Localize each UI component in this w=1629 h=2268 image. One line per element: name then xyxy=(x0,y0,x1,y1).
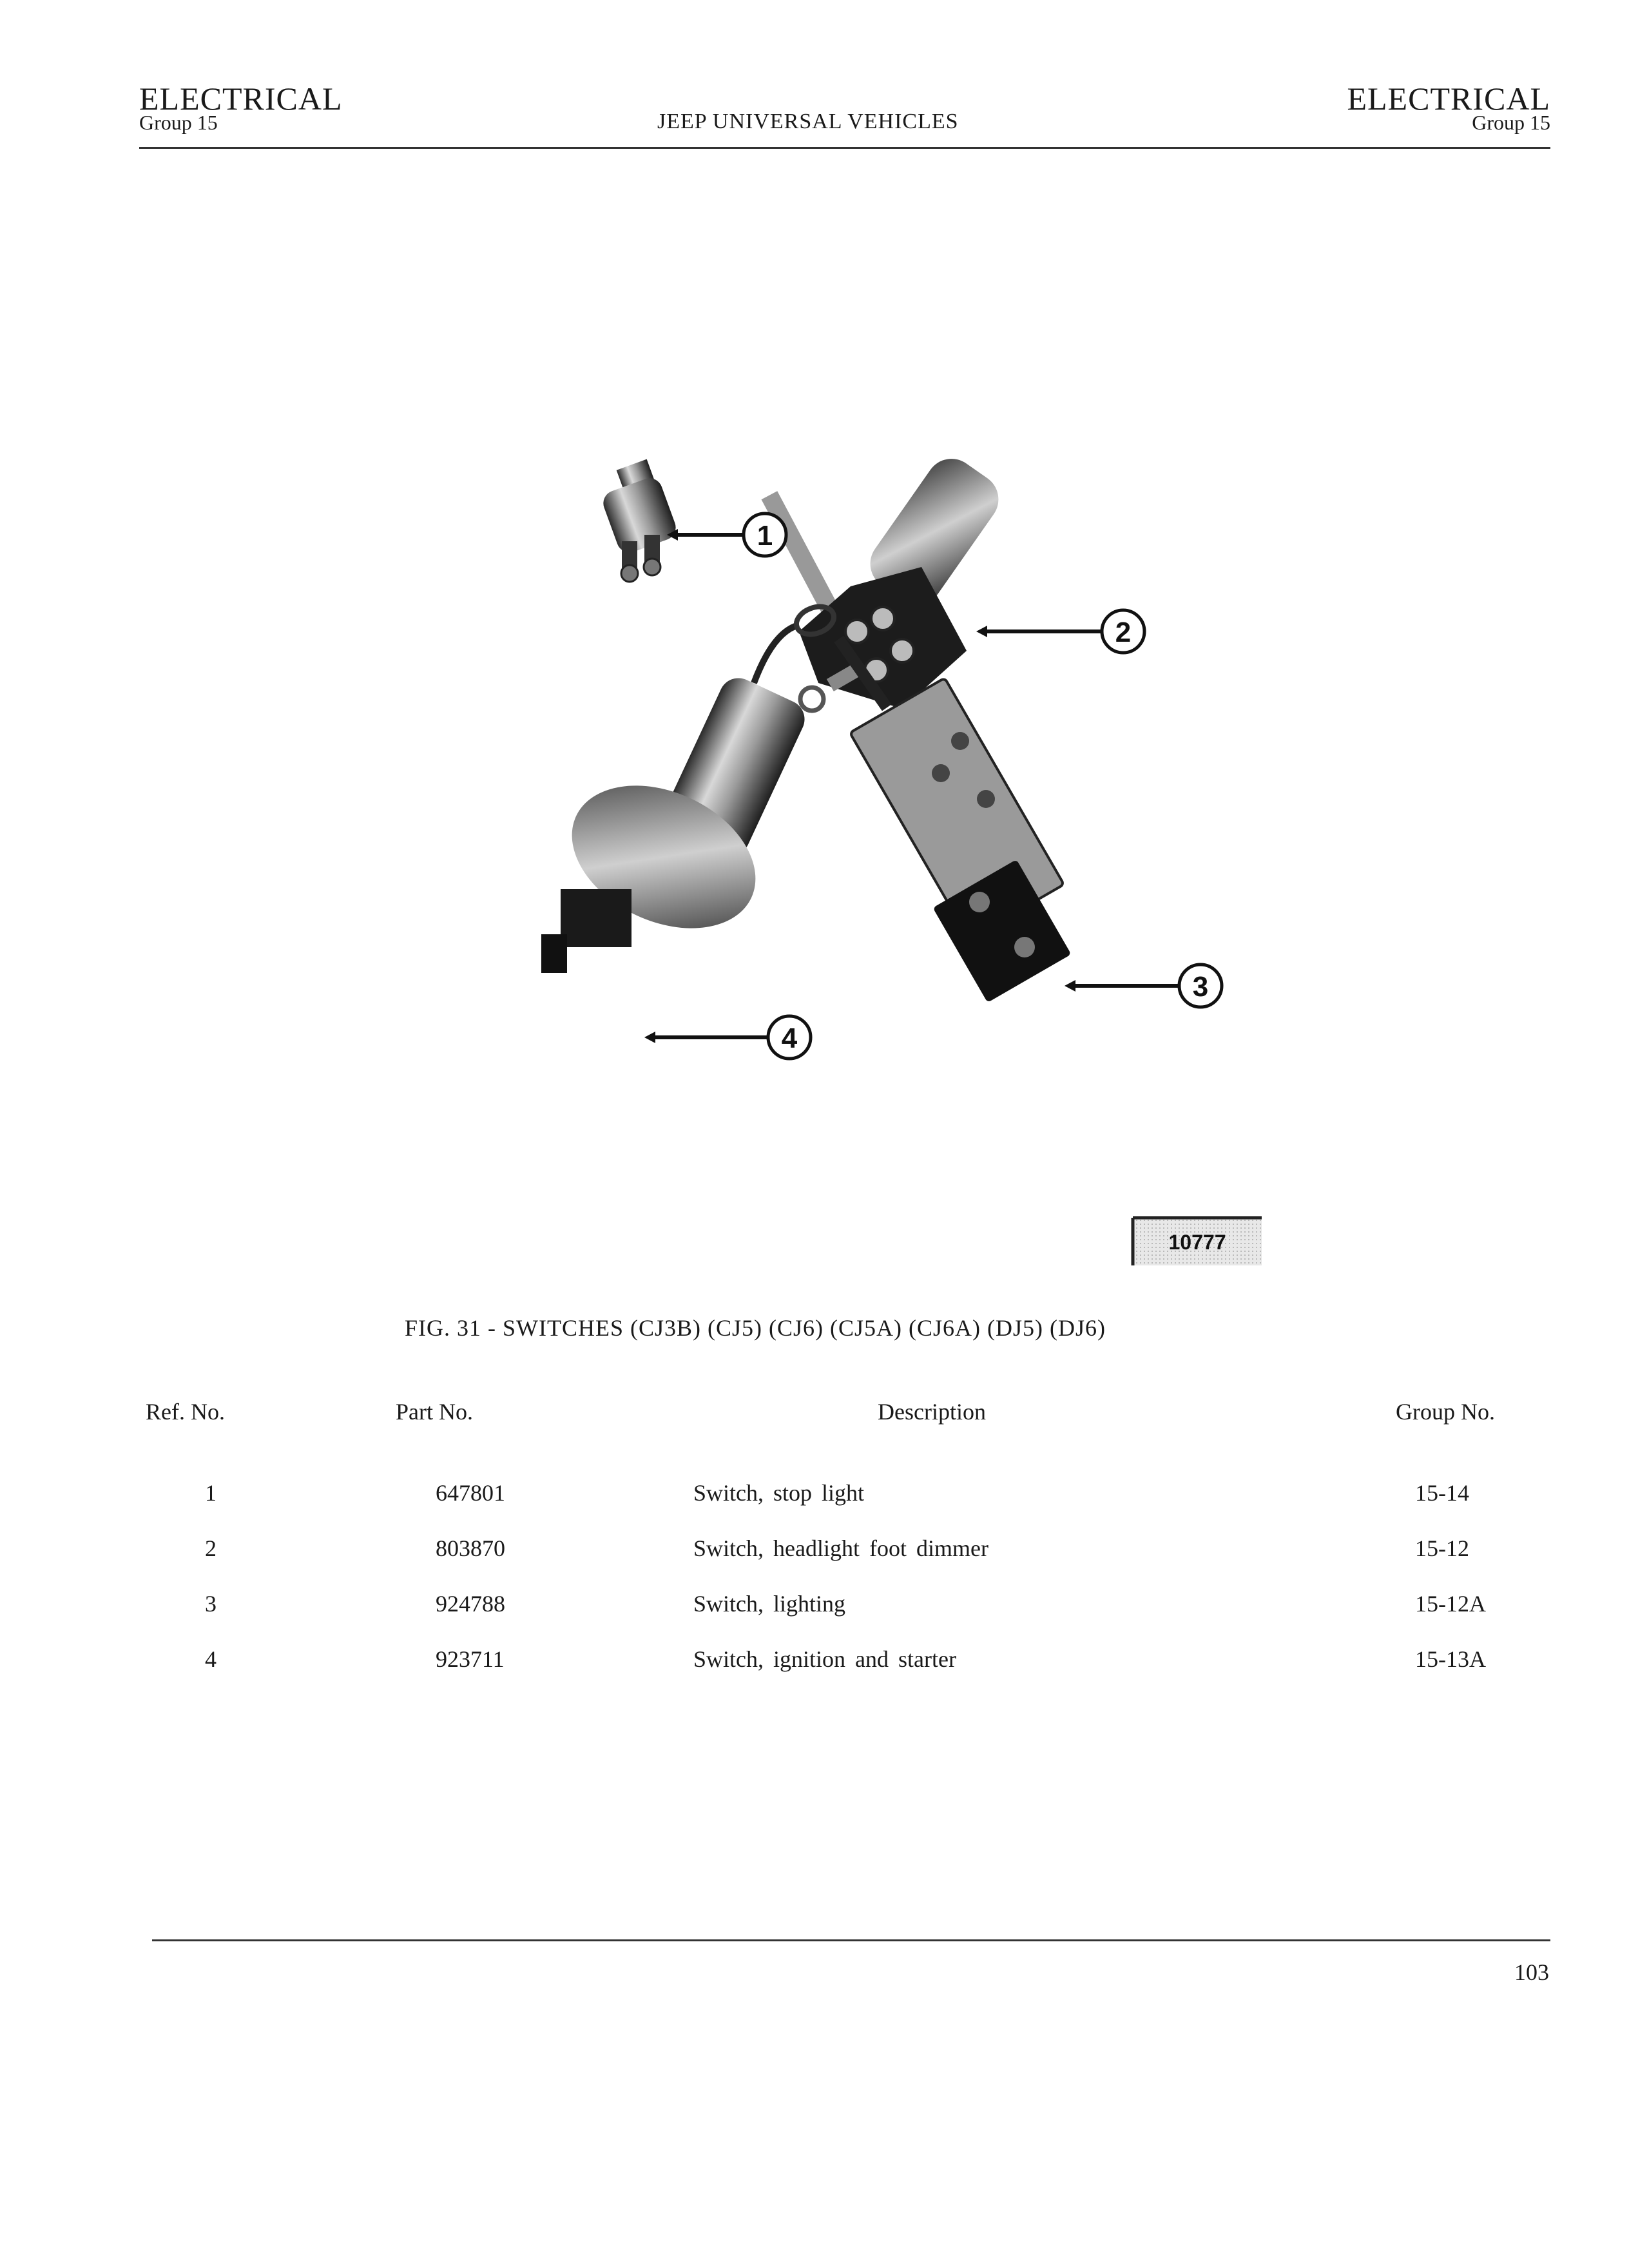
group-no-cell: 15-12 xyxy=(1415,1535,1469,1561)
figure-caption: FIG. 31 - SWITCHES (CJ3B) (CJ5) (CJ6) (CJ5A) (CJ6A) (DJ5) (DJ6) xyxy=(405,1315,1106,1341)
description-cell: Switch, stop light xyxy=(693,1480,865,1506)
table-row xyxy=(0,1535,1629,1573)
section-group-left: Group 15 xyxy=(139,111,218,134)
description-cell: Switch, ignition and starter xyxy=(693,1646,956,1672)
group-no-cell: 15-14 xyxy=(1415,1480,1469,1506)
callout-4-label: 4 xyxy=(781,1023,798,1054)
table-row xyxy=(0,1590,1629,1629)
callout-3-label: 3 xyxy=(1192,971,1209,1003)
description-cell: Switch, headlight foot dimmer xyxy=(693,1535,988,1561)
part-no-cell: 803870 xyxy=(436,1535,505,1561)
ref-no-cell: 2 xyxy=(205,1535,217,1561)
header-rule xyxy=(139,147,1550,149)
section-title-left: ELECTRICAL xyxy=(139,81,343,117)
switches-figure xyxy=(451,438,1289,1282)
ignition-switch-image xyxy=(541,602,838,973)
part-no-cell: 923711 xyxy=(436,1646,505,1672)
group-no-cell: 15-12A xyxy=(1415,1591,1486,1617)
dimmer-switch-image xyxy=(762,448,1009,711)
stop-light-switch-image xyxy=(600,459,679,582)
description-header: Description xyxy=(878,1399,986,1425)
ref-no-cell: 1 xyxy=(205,1480,217,1506)
part-no-cell: 647801 xyxy=(436,1480,505,1506)
callout-1-label: 1 xyxy=(757,520,773,552)
section-title-right: ELECTRICAL xyxy=(1347,81,1550,117)
ref-no-header: Ref. No. xyxy=(146,1399,225,1425)
ref-no-cell: 3 xyxy=(205,1591,217,1617)
description-cell: Switch, lighting xyxy=(693,1591,846,1617)
callout-2-label: 2 xyxy=(1115,617,1132,648)
table-row xyxy=(0,1479,1629,1518)
footer-rule xyxy=(152,1939,1550,1941)
table-row xyxy=(0,1646,1629,1684)
section-group-right: Group 15 xyxy=(1472,111,1550,134)
part-no-header: Part No. xyxy=(396,1399,473,1425)
ref-no-cell: 4 xyxy=(205,1646,217,1672)
part-no-cell: 924788 xyxy=(436,1591,505,1617)
running-title: JEEP UNIVERSAL VEHICLES xyxy=(657,110,959,133)
group-no-header: Group No. xyxy=(1396,1399,1495,1425)
page-number: 103 xyxy=(1514,1959,1549,1985)
lighting-switch-image xyxy=(834,636,1071,1003)
plate-number: 10777 xyxy=(1168,1231,1226,1254)
group-no-cell: 15-13A xyxy=(1415,1646,1486,1672)
